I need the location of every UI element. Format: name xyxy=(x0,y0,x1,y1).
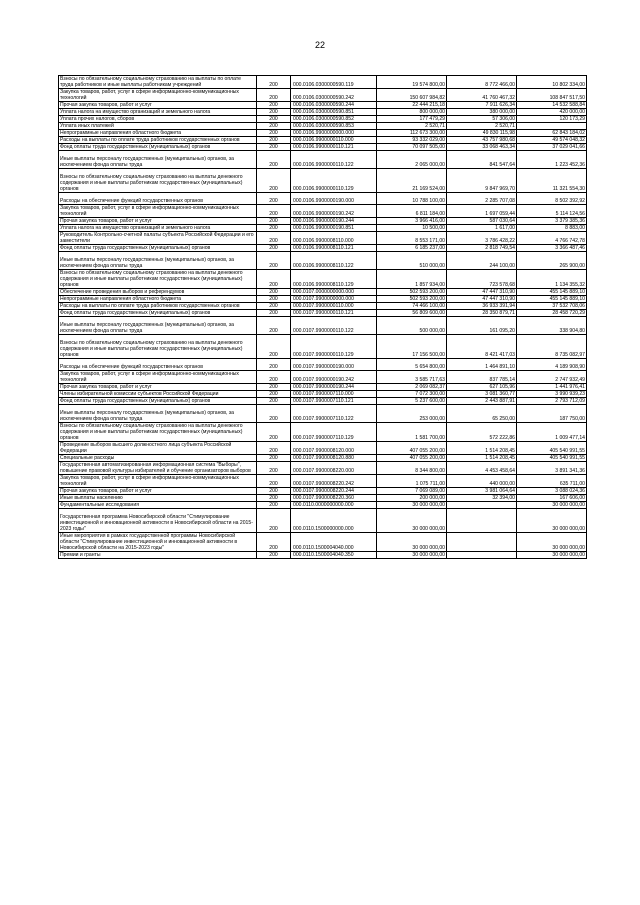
table-row xyxy=(59,442,587,455)
budget-classification-code-cell: 000.0107.9900008120.000 xyxy=(291,442,377,455)
budget-classification-code-cell: 000.0106.9900000190.851 xyxy=(291,225,377,232)
unexecuted-amount-cell: 30 000 000,00 xyxy=(517,533,587,552)
table-row xyxy=(59,151,587,169)
expense-name-cell: Государственная автоматизированная информационная система "Выборы", повышение правовой культуры избирателей и обучение организаторов выборов xyxy=(59,462,257,475)
budget-classification-code-cell: 000.0107.0000000000.000 xyxy=(291,289,377,296)
expense-name-cell: Взносы по обязательному социальному страхованию на выплаты денежного содержания и иные выплаты работникам государственных (муниципальных) органов xyxy=(59,335,257,359)
approved-amount-cell: 30 000 000,00 xyxy=(377,533,447,552)
table-row xyxy=(59,423,587,442)
approved-amount-cell: 150 607 984,82 xyxy=(377,89,447,102)
approved-amount-cell: 7 072 300,00 xyxy=(377,391,447,398)
table-row xyxy=(59,371,587,384)
executed-amount-cell: 587 030,64 xyxy=(447,218,517,225)
approved-amount-cell: 6 185 237,00 xyxy=(377,245,447,252)
expense-name-cell: Фонд оплаты труда государственных (муниципальных) органов xyxy=(59,398,257,405)
table-row xyxy=(59,317,587,335)
unexecuted-amount-cell: 3 366 487,46 xyxy=(517,245,587,252)
approved-amount-cell: 8 344 800,00 xyxy=(377,462,447,475)
unexecuted-amount-cell: 49 574 048,32 xyxy=(517,137,587,144)
executed-amount-cell: 3 981 064,64 xyxy=(447,488,517,495)
expense-name-cell: Прочая закупка товаров, работ и услуг xyxy=(59,488,257,495)
unexecuted-amount-cell: 1 134 355,32 xyxy=(517,270,587,289)
line-code-cell: 200 xyxy=(257,335,291,359)
budget-classification-code-cell: 000.0107.9900000190.242 xyxy=(291,371,377,384)
budget-classification-code-cell: 000.0106.9900000190.244 xyxy=(291,218,377,225)
page-number: 22 xyxy=(314,40,325,50)
unexecuted-amount-cell: 62 843 184,02 xyxy=(517,130,587,137)
table-row xyxy=(59,205,587,218)
executed-amount-cell: 440 000,00 xyxy=(447,475,517,488)
approved-amount-cell: 177 479,29 xyxy=(377,116,447,123)
expense-name-cell: Иные мероприятия в рамках государственной программы Новосибирской области "Стимулирование инвестиционной и инновационной активности в Новосибирской области на 2015-2023 годы" xyxy=(59,533,257,552)
approved-amount-cell: 407 055 200,00 xyxy=(377,442,447,455)
line-code-cell: 200 xyxy=(257,232,291,245)
line-code-cell: 200 xyxy=(257,502,291,509)
unexecuted-amount-cell: 28 458 720,29 xyxy=(517,310,587,317)
approved-amount-cell: 74 466 100,00 xyxy=(377,303,447,310)
expense-name-cell: Расходы на обеспечение функций государственных органов xyxy=(59,193,257,205)
line-code-cell: 200 xyxy=(257,391,291,398)
approved-amount-cell: 502 593 200,00 xyxy=(377,289,447,296)
expense-name-cell: Проведение выборов высшего должностного лица субъекта Российской Федерации xyxy=(59,442,257,455)
unexecuted-amount-cell: 3 990 939,23 xyxy=(517,391,587,398)
expense-name-cell: Уплата прочих налогов, сборов xyxy=(59,116,257,123)
expense-name-cell: Государственная программа Новосибирской области "Стимулирование инвестиционной и инновационной активности в Новосибирской области на 2015-2023 годы" xyxy=(59,509,257,533)
approved-amount-cell: 510 000,00 xyxy=(377,252,447,270)
expense-name-cell: Иные выплаты персоналу государственных (муниципальных) органов, за исключением фонда оплаты труда xyxy=(59,252,257,270)
approved-amount-cell: 6 811 184,00 xyxy=(377,205,447,218)
budget-classification-code-cell: 000.0106.0300000590.119 xyxy=(291,76,377,89)
line-code-cell: 200 xyxy=(257,102,291,109)
line-code-cell: 200 xyxy=(257,225,291,232)
budget-classification-code-cell: 000.0106.9900008110.122 xyxy=(291,252,377,270)
budget-execution-table xyxy=(58,75,587,559)
line-code-cell: 200 xyxy=(257,137,291,144)
expense-name-cell: Специальные расходы xyxy=(59,455,257,462)
budget-classification-code-cell: 000.0106.0300000590.853 xyxy=(291,123,377,130)
table-row xyxy=(59,116,587,123)
expense-name-cell: Фонд оплаты труда государственных (муниципальных) органов xyxy=(59,245,257,252)
table-row xyxy=(59,218,587,225)
expense-name-cell: Взносы по обязательному социальному страхованию на выплаты по оплате труда работников и иные выплаты работникам учреждений xyxy=(59,76,257,89)
executed-amount-cell: 36 933 391,94 xyxy=(447,303,517,310)
table-row xyxy=(59,76,587,89)
line-code-cell: 200 xyxy=(257,423,291,442)
table-row xyxy=(59,509,587,533)
approved-amount-cell: 1 075 711,00 xyxy=(377,475,447,488)
budget-classification-code-cell: 000.0107.9900007110.129 xyxy=(291,423,377,442)
budget-classification-code-cell: 000.0107.9900000190.000 xyxy=(291,359,377,371)
unexecuted-amount-cell: 2 793 712,09 xyxy=(517,398,587,405)
budget-classification-code-cell: 000.0110.1500004040.350 xyxy=(291,552,377,559)
executed-amount-cell: 28 350 879,71 xyxy=(447,310,517,317)
executed-amount-cell: 2 285 707,08 xyxy=(447,193,517,205)
unexecuted-amount-cell: 8 883,00 xyxy=(517,225,587,232)
line-code-cell: 200 xyxy=(257,193,291,205)
unexecuted-amount-cell: 455 145 889,10 xyxy=(517,289,587,296)
expense-name-cell: Закупка товаров, работ, услуг в сфере информационно-коммуникационных технологий xyxy=(59,89,257,102)
budget-classification-code-cell: 000.0107.9900008220.360 xyxy=(291,495,377,502)
approved-amount-cell: 407 055 200,00 xyxy=(377,455,447,462)
budget-classification-code-cell: 000.0107.9900000110.121 xyxy=(291,310,377,317)
line-code-cell: 200 xyxy=(257,509,291,533)
unexecuted-amount-cell: 1 441 976,41 xyxy=(517,384,587,391)
approved-amount-cell: 21 169 524,00 xyxy=(377,169,447,193)
line-code-cell: 200 xyxy=(257,252,291,270)
expense-name-cell: Фонд оплаты труда государственных (муниципальных) органов xyxy=(59,144,257,151)
approved-amount-cell: 30 000 000,00 xyxy=(377,552,447,559)
table-row xyxy=(59,102,587,109)
approved-amount-cell: 200 000,00 xyxy=(377,495,447,502)
table-row xyxy=(59,137,587,144)
approved-amount-cell: 1 581 700,00 xyxy=(377,423,447,442)
executed-amount-cell: 57 306,00 xyxy=(447,116,517,123)
executed-amount-cell: 1 514 208,45 xyxy=(447,442,517,455)
table-row xyxy=(59,405,587,423)
unexecuted-amount-cell: 30 000 000,00 xyxy=(517,552,587,559)
budget-classification-code-cell: 000.0110.1500000000.000 xyxy=(291,509,377,533)
budget-classification-code-cell: 000.0107.9900008220.000 xyxy=(291,462,377,475)
executed-amount-cell xyxy=(447,509,517,533)
approved-amount-cell: 502 593 200,00 xyxy=(377,296,447,303)
line-code-cell: 200 xyxy=(257,169,291,193)
line-code-cell: 200 xyxy=(257,359,291,371)
line-code-cell: 200 xyxy=(257,130,291,137)
unexecuted-amount-cell: 8 735 082,97 xyxy=(517,335,587,359)
executed-amount-cell: 8 772 466,00 xyxy=(447,76,517,89)
table-row xyxy=(59,495,587,502)
approved-amount-cell: 2 065 000,00 xyxy=(377,151,447,169)
unexecuted-amount-cell: 37 029 041,66 xyxy=(517,144,587,151)
executed-amount-cell: 41 760 467,32 xyxy=(447,89,517,102)
table-row xyxy=(59,502,587,509)
unexecuted-amount-cell: 635 711,00 xyxy=(517,475,587,488)
line-code-cell: 200 xyxy=(257,109,291,116)
expense-name-cell: Расходы на обеспечение функций государственных органов xyxy=(59,359,257,371)
budget-classification-code-cell: 000.0107.9900008120.880 xyxy=(291,455,377,462)
expense-name-cell: Уплата налога на имущество организаций и земельного налога xyxy=(59,109,257,116)
executed-amount-cell: 65 250,00 xyxy=(447,405,517,423)
expense-name-cell: Фонд оплаты труда государственных (муниципальных) органов xyxy=(59,310,257,317)
approved-amount-cell: 800 000,00 xyxy=(377,109,447,116)
expense-name-cell: Закупка товаров, работ, услуг в сфере информационно-коммуникационных технологий xyxy=(59,475,257,488)
executed-amount-cell: 380 000,00 xyxy=(447,109,517,116)
table-row xyxy=(59,252,587,270)
approved-amount-cell: 5 237 600,00 xyxy=(377,398,447,405)
executed-amount-cell: 627 105,96 xyxy=(447,384,517,391)
budget-classification-code-cell: 000.0106.0300000590.244 xyxy=(291,102,377,109)
table-row xyxy=(59,303,587,310)
budget-classification-code-cell: 000.0106.9900000110.129 xyxy=(291,169,377,193)
unexecuted-amount-cell xyxy=(517,123,587,130)
table-row xyxy=(59,488,587,495)
table-row xyxy=(59,130,587,137)
line-code-cell: 200 xyxy=(257,442,291,455)
budget-classification-code-cell: 000.0107.9900000110.000 xyxy=(291,303,377,310)
line-code-cell: 200 xyxy=(257,144,291,151)
approved-amount-cell: 2 520,71 xyxy=(377,123,447,130)
unexecuted-amount-cell: 3 891 341,36 xyxy=(517,462,587,475)
expense-name-cell: Расходы на выплаты по оплате труда работников государственных органов xyxy=(59,303,257,310)
expense-name-cell: Прочая закупка товаров, работ и услуг xyxy=(59,218,257,225)
approved-amount-cell: 5 654 800,00 xyxy=(377,359,447,371)
line-code-cell: 200 xyxy=(257,218,291,225)
unexecuted-amount-cell: 405 540 991,55 xyxy=(517,455,587,462)
table-row xyxy=(59,384,587,391)
executed-amount-cell: 1 697 059,44 xyxy=(447,205,517,218)
budget-classification-code-cell: 000.0107.9900007110.000 xyxy=(291,391,377,398)
approved-amount-cell: 7 069 089,00 xyxy=(377,488,447,495)
executed-amount-cell: 1 514 208,45 xyxy=(447,455,517,462)
budget-classification-code-cell: 000.0110.0000000000.000 xyxy=(291,502,377,509)
unexecuted-amount-cell: 4 766 742,78 xyxy=(517,232,587,245)
budget-classification-code-cell: 000.0110.1500004040.000 xyxy=(291,533,377,552)
budget-classification-code-cell: 000.0106.9900000110.000 xyxy=(291,137,377,144)
approved-amount-cell: 30 000 000,00 xyxy=(377,502,447,509)
executed-amount-cell: 2 818 749,54 xyxy=(447,245,517,252)
line-code-cell: 200 xyxy=(257,405,291,423)
table-row xyxy=(59,359,587,371)
table-row xyxy=(59,193,587,205)
line-code-cell: 200 xyxy=(257,495,291,502)
table-row xyxy=(59,89,587,102)
budget-classification-code-cell: 000.0106.9900000190.000 xyxy=(291,193,377,205)
unexecuted-amount-cell: 30 000 000,00 xyxy=(517,502,587,509)
approved-amount-cell: 3 585 717,63 xyxy=(377,371,447,384)
expense-name-cell: Обеспечение проведения выборов и референдумов xyxy=(59,289,257,296)
unexecuted-amount-cell: 338 904,80 xyxy=(517,317,587,335)
expense-name-cell: Иные выплаты персоналу государственных (муниципальных) органов, за исключением фонда оплаты труда xyxy=(59,317,257,335)
line-code-cell: 200 xyxy=(257,455,291,462)
executed-amount-cell: 49 830 115,98 xyxy=(447,130,517,137)
line-code-cell: 200 xyxy=(257,245,291,252)
expense-name-cell: Иные выплаты населению xyxy=(59,495,257,502)
line-code-cell: 200 xyxy=(257,488,291,495)
approved-amount-cell: 30 000 000,00 xyxy=(377,509,447,533)
expense-name-cell: Закупка товаров, работ, услуг в сфере информационно-коммуникационных технологий xyxy=(59,371,257,384)
table-row xyxy=(59,169,587,193)
line-code-cell: 200 xyxy=(257,384,291,391)
expense-name-cell: Прочая закупка товаров, работ и услуг xyxy=(59,384,257,391)
line-code-cell: 200 xyxy=(257,310,291,317)
unexecuted-amount-cell: 1 223 452,36 xyxy=(517,151,587,169)
line-code-cell: 200 xyxy=(257,552,291,559)
executed-amount-cell xyxy=(447,533,517,552)
executed-amount-cell: 47 447 310,90 xyxy=(447,296,517,303)
unexecuted-amount-cell: 405 540 991,55 xyxy=(517,442,587,455)
budget-classification-code-cell: 000.0106.9900008110.121 xyxy=(291,245,377,252)
unexecuted-amount-cell: 14 532 588,84 xyxy=(517,102,587,109)
executed-amount-cell: 161 095,20 xyxy=(447,317,517,335)
unexecuted-amount-cell: 4 189 908,90 xyxy=(517,359,587,371)
budget-classification-code-cell: 000.0107.9900007110.122 xyxy=(291,405,377,423)
approved-amount-cell: 8 553 171,00 xyxy=(377,232,447,245)
approved-amount-cell: 10 788 100,00 xyxy=(377,193,447,205)
approved-amount-cell: 17 156 500,00 xyxy=(377,335,447,359)
table-row xyxy=(59,289,587,296)
approved-amount-cell: 253 000,00 xyxy=(377,405,447,423)
budget-classification-code-cell: 000.0107.9900008220.244 xyxy=(291,488,377,495)
line-code-cell: 200 xyxy=(257,462,291,475)
unexecuted-amount-cell: 37 532 708,06 xyxy=(517,303,587,310)
executed-amount-cell: 3 786 428,22 xyxy=(447,232,517,245)
executed-amount-cell: 32 394,00 xyxy=(447,495,517,502)
line-code-cell: 200 xyxy=(257,296,291,303)
approved-amount-cell: 112 673 300,00 xyxy=(377,130,447,137)
executed-amount-cell: 47 447 310,90 xyxy=(447,289,517,296)
executed-amount-cell: 3 081 360,77 xyxy=(447,391,517,398)
budget-classification-code-cell: 000.0107.9900000110.122 xyxy=(291,317,377,335)
unexecuted-amount-cell: 3 088 024,36 xyxy=(517,488,587,495)
expense-name-cell: Расходы на выплаты по оплате труда работников государственных органов xyxy=(59,137,257,144)
unexecuted-amount-cell: 120 173,29 xyxy=(517,116,587,123)
expense-name-cell: Непрограммные направления областного бюджета xyxy=(59,130,257,137)
expense-name-cell: Непрограммные направления областного бюджета xyxy=(59,296,257,303)
executed-amount-cell: 4 453 458,64 xyxy=(447,462,517,475)
expense-name-cell: Иные выплаты персоналу государственных (муниципальных) органов, за исключением фонда оплаты труда xyxy=(59,151,257,169)
executed-amount-cell xyxy=(447,502,517,509)
line-code-cell: 200 xyxy=(257,475,291,488)
table-row xyxy=(59,455,587,462)
line-code-cell: 200 xyxy=(257,270,291,289)
budget-classification-code-cell: 000.0107.9900000000.000 xyxy=(291,296,377,303)
approved-amount-cell: 22 444 215,18 xyxy=(377,102,447,109)
budget-classification-code-cell: 000.0106.9900008110.129 xyxy=(291,270,377,289)
table-row xyxy=(59,232,587,245)
unexecuted-amount-cell: 5 114 124,56 xyxy=(517,205,587,218)
table-row xyxy=(59,475,587,488)
executed-amount-cell: 1 617,00 xyxy=(447,225,517,232)
table-row xyxy=(59,144,587,151)
table-row xyxy=(59,533,587,552)
unexecuted-amount-cell: 108 847 517,50 xyxy=(517,89,587,102)
approved-amount-cell: 3 966 416,00 xyxy=(377,218,447,225)
unexecuted-amount-cell: 420 000,00 xyxy=(517,109,587,116)
executed-amount-cell: 572 222,86 xyxy=(447,423,517,442)
budget-classification-code-cell: 000.0106.0300000590.852 xyxy=(291,116,377,123)
expense-name-cell: Руководитель Контрольно-счетной палаты субъекта Российской Федерации и его заместители xyxy=(59,232,257,245)
expense-name-cell: Закупка товаров, работ, услуг в сфере информационно-коммуникационных технологий xyxy=(59,205,257,218)
executed-amount-cell: 43 757 980,68 xyxy=(447,137,517,144)
expense-name-cell: Взносы по обязательному социальному страхованию на выплаты денежного содержания и иные выплаты работникам государственных (муниципальных) органов xyxy=(59,270,257,289)
approved-amount-cell: 93 332 029,00 xyxy=(377,137,447,144)
line-code-cell: 200 xyxy=(257,76,291,89)
line-code-cell: 200 xyxy=(257,116,291,123)
expense-name-cell: Иные выплаты персоналу государственных (муниципальных) органов, за исключением фонда оплаты труда xyxy=(59,405,257,423)
unexecuted-amount-cell: 1 009 477,14 xyxy=(517,423,587,442)
budget-classification-code-cell: 000.0106.9900000190.242 xyxy=(291,205,377,218)
executed-amount-cell: 7 911 626,34 xyxy=(447,102,517,109)
executed-amount-cell: 841 547,64 xyxy=(447,151,517,169)
approved-amount-cell: 1 857 934,00 xyxy=(377,270,447,289)
line-code-cell: 200 xyxy=(257,151,291,169)
table-row xyxy=(59,270,587,289)
budget-classification-code-cell: 000.0107.9900008220.242 xyxy=(291,475,377,488)
unexecuted-amount-cell: 2 747 932,49 xyxy=(517,371,587,384)
budget-classification-code-cell: 000.0107.9900007110.121 xyxy=(291,398,377,405)
budget-classification-code-cell: 000.0106.9900000000.000 xyxy=(291,130,377,137)
unexecuted-amount-cell: 167 606,00 xyxy=(517,495,587,502)
unexecuted-amount-cell: 3 379 385,36 xyxy=(517,218,587,225)
executed-amount-cell: 8 421 417,03 xyxy=(447,335,517,359)
approved-amount-cell: 70 097 505,00 xyxy=(377,144,447,151)
budget-classification-code-cell: 000.0107.9900000110.129 xyxy=(291,335,377,359)
line-code-cell: 200 xyxy=(257,205,291,218)
executed-amount-cell: 837 785,14 xyxy=(447,371,517,384)
unexecuted-amount-cell: 11 321 554,30 xyxy=(517,169,587,193)
table-row xyxy=(59,225,587,232)
table-row xyxy=(59,391,587,398)
budget-classification-code-cell: 000.0107.9900000190.244 xyxy=(291,384,377,391)
line-code-cell: 200 xyxy=(257,398,291,405)
table-body xyxy=(59,76,587,559)
line-code-cell: 200 xyxy=(257,371,291,384)
approved-amount-cell: 500 000,00 xyxy=(377,317,447,335)
table-row xyxy=(59,123,587,130)
executed-amount-cell: 723 578,68 xyxy=(447,270,517,289)
line-code-cell: 200 xyxy=(257,89,291,102)
budget-classification-code-cell: 000.0106.9900000110.121 xyxy=(291,144,377,151)
approved-amount-cell: 10 500,00 xyxy=(377,225,447,232)
expense-name-cell: Взносы по обязательному социальному страхованию на выплаты денежного содержания и иные выплаты работникам государственных (муниципальных) органов xyxy=(59,169,257,193)
budget-classification-code-cell: 000.0106.9900008110.000 xyxy=(291,232,377,245)
budget-classification-code-cell: 000.0106.9900000110.122 xyxy=(291,151,377,169)
line-code-cell: 200 xyxy=(257,317,291,335)
line-code-cell: 200 xyxy=(257,289,291,296)
table-row xyxy=(59,462,587,475)
table-row xyxy=(59,310,587,317)
executed-amount-cell: 9 847 969,70 xyxy=(447,169,517,193)
unexecuted-amount-cell: 10 802 334,00 xyxy=(517,76,587,89)
unexecuted-amount-cell: 8 502 392,92 xyxy=(517,193,587,205)
table-row xyxy=(59,109,587,116)
expense-name-cell: Уплата иных платежей xyxy=(59,123,257,130)
unexecuted-amount-cell: 455 145 889,10 xyxy=(517,296,587,303)
executed-amount-cell: 2 520,71 xyxy=(447,123,517,130)
table-row xyxy=(59,296,587,303)
table-row xyxy=(59,245,587,252)
expense-name-cell: Уплата налога на имущество организаций и земельного налога xyxy=(59,225,257,232)
table-row xyxy=(59,552,587,559)
budget-classification-code-cell: 000.0106.0300000590.851 xyxy=(291,109,377,116)
expense-name-cell: Члены избирательной комиссии субъектов Российской Федерации xyxy=(59,391,257,398)
executed-amount-cell: 33 068 463,34 xyxy=(447,144,517,151)
unexecuted-amount-cell: 187 750,00 xyxy=(517,405,587,423)
expense-name-cell: Фундаментальные исследования xyxy=(59,502,257,509)
expense-name-cell: Взносы по обязательному социальному страхованию на выплаты денежного содержания и иные выплаты работникам государственных (муниципальных) органов xyxy=(59,423,257,442)
budget-classification-code-cell: 000.0106.0300000590.242 xyxy=(291,89,377,102)
executed-amount-cell xyxy=(447,552,517,559)
table-row xyxy=(59,398,587,405)
approved-amount-cell: 2 069 082,37 xyxy=(377,384,447,391)
executed-amount-cell: 2 443 887,91 xyxy=(447,398,517,405)
expense-name-cell: Премии и гранты xyxy=(59,552,257,559)
executed-amount-cell: 1 464 891,10 xyxy=(447,359,517,371)
unexecuted-amount-cell: 265 900,00 xyxy=(517,252,587,270)
approved-amount-cell: 19 574 800,00 xyxy=(377,76,447,89)
expense-name-cell: Прочая закупка товаров, работ и услуг xyxy=(59,102,257,109)
line-code-cell: 200 xyxy=(257,533,291,552)
line-code-cell: 200 xyxy=(257,303,291,310)
table-row xyxy=(59,335,587,359)
line-code-cell: 200 xyxy=(257,123,291,130)
unexecuted-amount-cell: 30 000 000,00 xyxy=(517,509,587,533)
approved-amount-cell: 56 809 600,00 xyxy=(377,310,447,317)
executed-amount-cell: 244 100,00 xyxy=(447,252,517,270)
